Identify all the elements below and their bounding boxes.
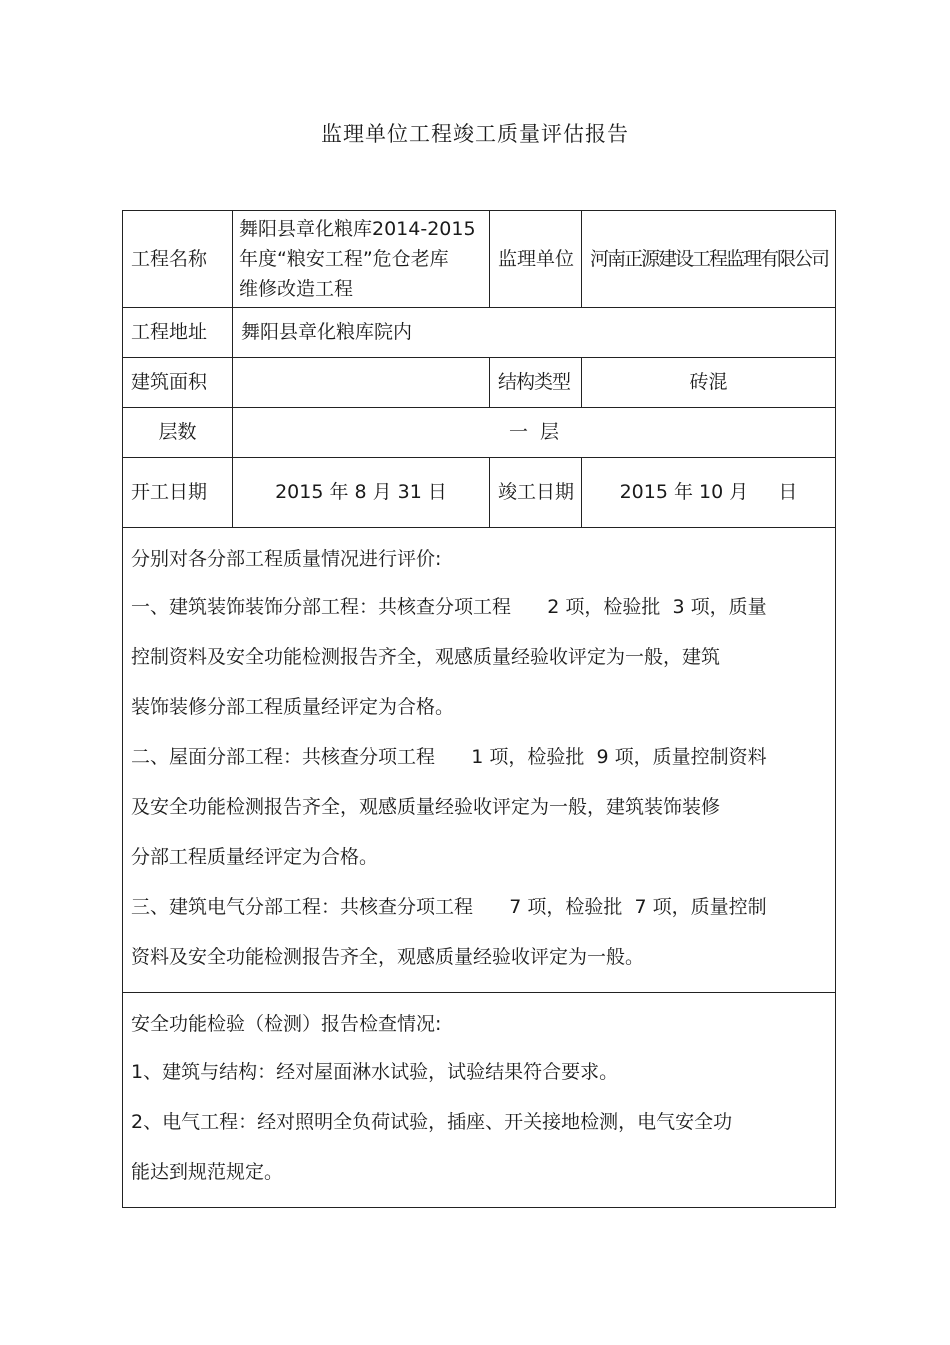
address-label: 工程地址 — [123, 308, 233, 358]
row-area — [123, 358, 836, 408]
project-info-table — [122, 210, 836, 1208]
structure-label: 结构类型 — [490, 358, 582, 408]
project-name-value — [233, 211, 490, 308]
safety-line: 安全功能检验（检测）报告检查情况: — [131, 1013, 442, 1035]
area-label: 建筑面积 — [123, 358, 233, 408]
row-evaluation — [123, 528, 836, 993]
evaluation-line: 三、建筑电气分部工程：共核查分项工程 7 项，检验批 7 项，质量控制 — [131, 896, 767, 918]
safety-line: 能达到规范规定。 — [131, 1161, 284, 1183]
start-date-label: 开工日期 — [123, 458, 233, 528]
row-address — [123, 308, 836, 358]
evaluation-line: 一、建筑装饰装饰分部工程：共核查分项工程 2 项，检验批 3 项，质量 — [131, 596, 767, 618]
structure-value: 砖混 — [582, 358, 836, 408]
project-name-line-1: 舞阳县章化粮库2014-2015 — [239, 218, 476, 240]
safety-line: 1、建筑与结构：经对屋面淋水试验，试验结果符合要求。 — [131, 1061, 619, 1083]
start-date-value: 2015 年 8 月 31 日 — [233, 458, 490, 528]
evaluation-line: 二、屋面分部工程：共核查分项工程 1 项，检验批 9 项，质量控制资料 — [131, 746, 767, 768]
floors-value: 一 层 — [233, 408, 836, 458]
area-value — [233, 358, 490, 408]
supervisor-value: 河南正源建设工程监理有限公司 — [582, 211, 836, 308]
row-dates — [123, 458, 836, 528]
row-project-name — [123, 211, 836, 308]
evaluation-line: 分别对各分部工程质量情况进行评价: — [131, 548, 442, 570]
project-name-label: 工程名称 — [123, 211, 233, 308]
address-value: 舞阳县章化粮库院内 — [233, 308, 836, 358]
evaluation-line: 控制资料及安全功能检测报告齐全，观感质量经验收评定为一般，建筑 — [131, 646, 721, 668]
evaluation-line: 装饰装修分部工程质量经评定为合格。 — [131, 696, 455, 718]
evaluation-section — [123, 528, 836, 993]
evaluation-line: 及安全功能检测报告齐全，观感质量经验收评定为一般，建筑装饰装修 — [131, 796, 721, 818]
end-date-value: 2015 年 10 月 日 — [582, 458, 836, 528]
supervisor-label: 监理单位 — [490, 211, 582, 308]
document-title: 监理单位工程竣工质量评估报告 — [321, 122, 629, 146]
end-date-label: 竣工日期 — [490, 458, 582, 528]
safety-section — [123, 993, 836, 1208]
project-name-line-3: 维修改造工程 — [239, 278, 354, 300]
project-name-line-2: 年度“粮安工程”危仓老库 — [239, 248, 449, 270]
floors-label: 层数 — [123, 408, 233, 458]
safety-line: 2、电气工程：经对照明全负荷试验，插座、开关接地检测，电气安全功 — [131, 1111, 733, 1133]
evaluation-line: 分部工程质量经评定为合格。 — [131, 846, 379, 868]
row-floors — [123, 408, 836, 458]
row-safety — [123, 993, 836, 1208]
evaluation-line: 资料及安全功能检测报告齐全，观感质量经验收评定为一般。 — [131, 946, 645, 968]
